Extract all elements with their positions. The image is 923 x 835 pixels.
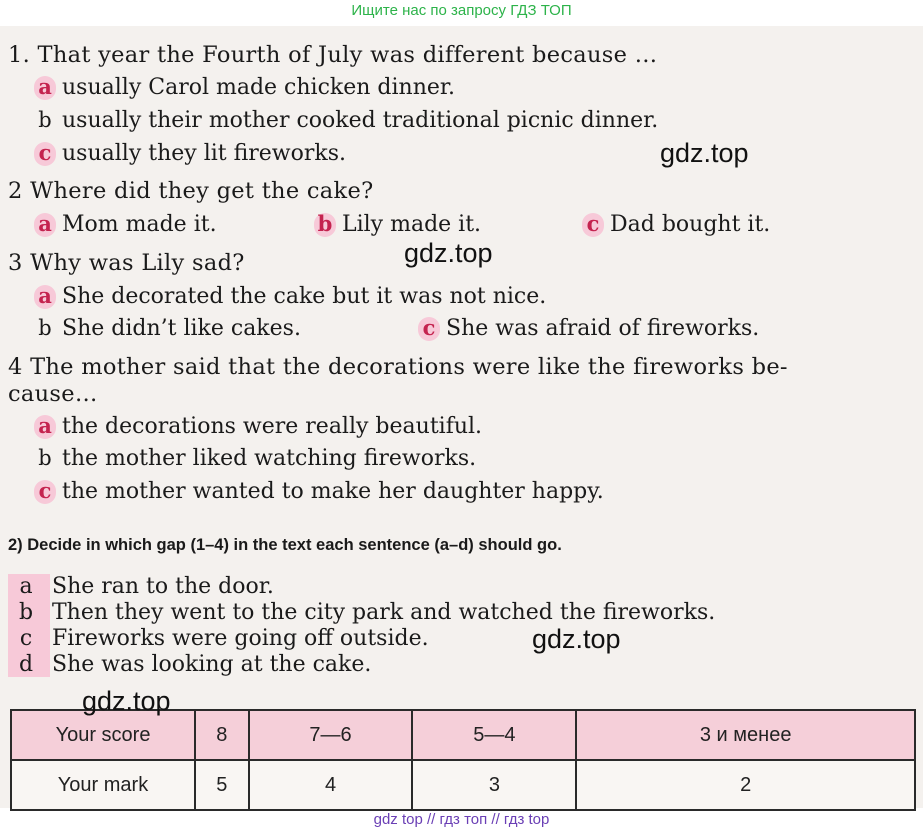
q2-option-b bbox=[314, 212, 481, 237]
q3-option-c bbox=[418, 316, 759, 341]
score-cell: 8 bbox=[195, 710, 249, 760]
gap-text: She ran to the door. bbox=[52, 574, 274, 599]
option-text: She decorated the cake but it was not nice. bbox=[62, 284, 547, 309]
q2-option-c bbox=[582, 212, 770, 237]
question-3: 3 Why was Lily sad? bbox=[8, 250, 245, 276]
question-1: 1. That year the Fourth of July was different because … bbox=[8, 42, 658, 68]
q4-option-a bbox=[34, 414, 482, 439]
mark-row bbox=[11, 760, 915, 810]
gap-letter: c bbox=[19, 626, 33, 651]
q4-option-c bbox=[34, 479, 604, 504]
option-text: Lily made it. bbox=[342, 212, 482, 237]
gap-letter: d bbox=[18, 652, 34, 677]
option-text: usually Carol made chicken dinner. bbox=[62, 75, 455, 100]
watermark: gdz.top bbox=[660, 138, 749, 168]
mark-cell: 5 bbox=[195, 760, 249, 810]
gap-letter: a bbox=[19, 574, 33, 599]
option-letter: c bbox=[418, 317, 440, 341]
option-letter: c bbox=[34, 480, 56, 504]
q2-option-a bbox=[34, 212, 217, 237]
bottom-banner[interactable]: gdz top // гдз топ // гдз top bbox=[373, 811, 550, 828]
option-letter: c bbox=[34, 142, 56, 166]
gap-letter: b bbox=[18, 600, 34, 625]
option-text: Mom made it. bbox=[62, 212, 217, 237]
option-letter: c bbox=[582, 213, 604, 237]
score-cell: 3 и менее bbox=[576, 710, 915, 760]
gap-sentence-b bbox=[8, 600, 715, 625]
watermark: gdz.top bbox=[532, 624, 621, 654]
watermark: gdz.top bbox=[404, 238, 493, 268]
gap-sentence-c bbox=[8, 626, 429, 651]
q3-option-a bbox=[34, 284, 546, 309]
mark-label: Your mark bbox=[11, 760, 195, 810]
gap-text: Fireworks were going off outside. bbox=[52, 626, 429, 651]
option-letter: b bbox=[38, 108, 52, 132]
option-letter: b bbox=[314, 213, 336, 237]
question-2: 2 Where did they get the cake? bbox=[8, 178, 374, 204]
option-letter: a bbox=[34, 76, 56, 100]
q1-option-a bbox=[34, 75, 455, 100]
option-text: the mother liked watching fireworks. bbox=[62, 446, 477, 471]
option-letter: a bbox=[34, 285, 56, 309]
option-letter: b bbox=[38, 446, 52, 470]
mark-cell: 4 bbox=[249, 760, 413, 810]
q3-option-b bbox=[34, 316, 301, 341]
option-letter: b bbox=[38, 316, 52, 340]
q1-option-b bbox=[34, 108, 658, 133]
score-label: Your score bbox=[11, 710, 195, 760]
top-banner[interactable]: Ищите нас по запросу ГДЗ ТОП bbox=[351, 2, 572, 19]
score-cell: 7—6 bbox=[249, 710, 413, 760]
q4-option-b bbox=[34, 446, 476, 471]
option-text: Dad bought it. bbox=[610, 212, 771, 237]
gap-text: Then they went to the city park and watched the fireworks. bbox=[52, 600, 716, 625]
gap-sentence-d bbox=[8, 652, 371, 677]
option-text: the mother wanted to make her daughter happy. bbox=[62, 479, 604, 504]
score-table bbox=[10, 709, 916, 811]
score-cell: 5—4 bbox=[412, 710, 576, 760]
option-text: She didn’t like cakes. bbox=[62, 316, 301, 341]
gap-text: She was looking at the cake. bbox=[52, 652, 372, 677]
gap-sentence-a bbox=[8, 574, 274, 599]
option-text: usually they lit fireworks. bbox=[62, 141, 347, 166]
option-letter: a bbox=[34, 213, 56, 237]
question-4-line-2: cause… bbox=[8, 381, 98, 407]
option-letter: a bbox=[34, 415, 56, 439]
mark-cell: 3 bbox=[412, 760, 576, 810]
question-4-line-1: 4 The mother said that the decorations were like the fireworks be- bbox=[8, 354, 788, 380]
q1-option-c bbox=[34, 141, 346, 166]
section-2-title: 2) Decide in which gap (1–4) in the text each sentence (a–d) should go. bbox=[8, 536, 562, 554]
mark-cell: 2 bbox=[576, 760, 915, 810]
option-text: usually their mother cooked traditional picnic dinner. bbox=[62, 108, 659, 133]
option-text: She was afraid of fireworks. bbox=[446, 316, 760, 341]
option-text: the decorations were really beautiful. bbox=[62, 414, 483, 439]
watermark: gdz.top bbox=[82, 686, 171, 716]
score-row bbox=[11, 710, 915, 760]
